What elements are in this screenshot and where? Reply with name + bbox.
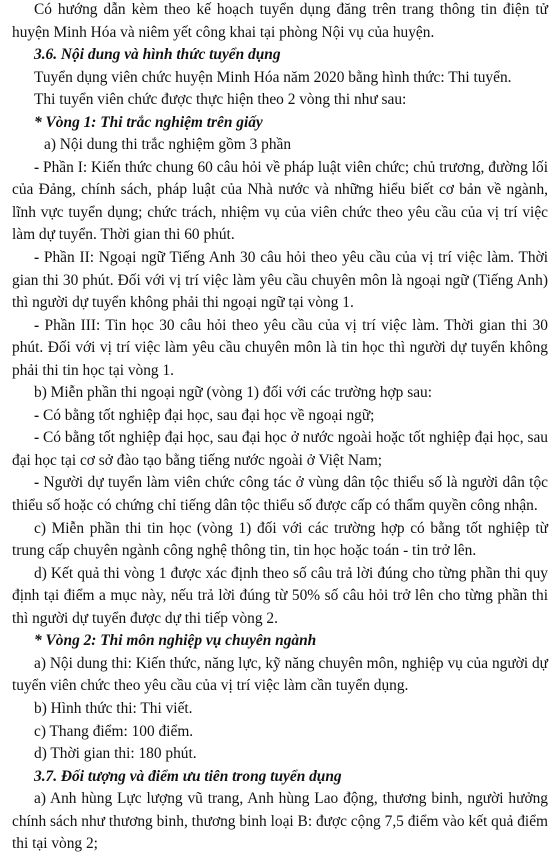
paragraph-text: Phần II: Ngoại ngữ Tiếng Anh 30 câu hỏi theo yêu cầu của vị trí việc làm. Thời gian thi 30 phút. Đối với vị trí việc làm yêu cầu chuyên môn là ngoại ngữ (Tiếng Anh) thì người dự tuyển không phải thi ngoại ngữ tại vòng 1. <box>12 249 548 312</box>
paragraph-phan-2 <box>12 247 548 315</box>
bullet-dash: - <box>34 316 45 334</box>
paragraph-bang-nuoc-ngoai <box>12 427 548 472</box>
paragraph-thoi-gian-thi: d) Thời gian thi: 180 phút. <box>34 745 197 763</box>
paragraph-text: Người dự tuyển làm viên chức công tác ở vùng dân tộc thiểu số là người dân tộc thiểu số hoặc có chứng chỉ tiếng dân tộc thiểu số được cấp có thẩm quyền công nhận. <box>12 474 548 515</box>
paragraph-noi-dung-vong-2: a) Nội dung thi: Kiến thức, năng lực, kỹ năng chuyên môn, nghiệp vụ của người dự tuyển viên chức theo yêu cầu của vị trí việc làm cần tuyển dụng. <box>12 654 548 695</box>
paragraph-hai-vong: Thi tuyển viên chức được thực hiện theo 2 vòng thi như sau: <box>34 91 407 109</box>
paragraph-hinh-thuc: Tuyển dụng viên chức huyện Minh Hóa năm 2020 bằng hình thức: Thi tuyển. <box>34 68 512 86</box>
paragraph-noi-dung-trac-nghiem: a) Nội dung thi trắc nghiệm gồm 3 phần <box>44 136 292 154</box>
heading-3-7: 3.7. Đối tượng và điểm ưu tiên trong tuyển dụng <box>34 767 342 785</box>
bullet-dash: - <box>34 406 43 424</box>
paragraph-mien-tin-hoc: c) Miễn phần thi tin học (vòng 1) đối với các trường hợp có bằng tốt nghiệp từ trung cấp chuyên ngành công nghệ thông tin, tin học hoặc toán - tin trở lên. <box>12 519 548 560</box>
bullet-dash: - <box>34 249 44 267</box>
paragraph-dan-toc-thieu-so <box>12 472 548 517</box>
paragraph-thang-diem: c) Thang điểm: 100 điểm. <box>34 722 194 740</box>
paragraph-ket-qua-vong-1: d) Kết quả thi vòng 1 được xác định theo số câu trả lời đúng cho từng phần thi quy định tại điểm a mục này, nếu trả lời đúng từ 50% số câu hỏi trở lên cho từng phần thi thì người dự tuyển được dự thi tiếp vòng 2. <box>12 564 548 627</box>
paragraph-text: Phần I: Kiến thức chung 60 câu hỏi về pháp luật viên chức; chủ trương, đường lối của Đảng, chính sách, pháp luật của Nhà nước và những hiểu biết cơ bản về ngành, lĩnh vực tuyển dụng; chức trách, nhiệm vụ của viên chức theo yêu cầu của vị trí việc làm dự tuyển. Thời gian thi 60 phút. <box>12 158 549 244</box>
paragraph-text: Có bằng tốt nghiệp đại học, sau đại học ở nước ngoài hoặc tốt nghiệp đại học, sau đại học tại cơ sở đào tạo bằng tiếng nước ngoài ở Việt Nam; <box>12 429 548 469</box>
paragraph-phan-1 <box>12 157 548 247</box>
bullet-dash: - <box>34 474 44 492</box>
paragraph-text: Có bằng tốt nghiệp đại học, sau đại học về ngoại ngữ; <box>42 406 375 424</box>
paragraph-text: Phần III: Tin học 30 câu hỏi theo yêu cầu của vị trí việc làm. Thời gian thi 30 phút. Đối với vị trí việc làm yêu cầu chuyên môn là tin học thì người dự tuyển không phải thi tin học tại vòng 1. <box>12 316 548 379</box>
paragraph-anh-hung: a) Anh hùng Lực lượng vũ trang, Anh hùng Lao động, thương binh, người hưởng chính sách như thương binh, thương binh loại B: được cộng 7,5 điểm vào kết quả điểm thi tại vòng 2; <box>12 790 548 853</box>
paragraph-mien-ngoai-ngu: b) Miễn phần thi ngoại ngữ (vòng 1) đối với các trường hợp sau: <box>34 384 433 402</box>
paragraph-bang-ngoai-ngu <box>12 405 548 428</box>
heading-vong-2: * Vòng 2: Thi môn nghiệp vụ chuyên ngành <box>34 632 317 650</box>
paragraph-phan-3 <box>12 315 548 383</box>
bullet-dash: - <box>34 158 44 176</box>
paragraph-hinh-thuc-thi: b) Hình thức thi: Thi viết. <box>34 699 193 717</box>
heading-vong-1: * Vòng 1: Thi trắc nghiệm trên giấy <box>34 113 263 131</box>
heading-3-6: 3.6. Nội dung và hình thức tuyển dụng <box>34 46 281 64</box>
paragraph-intro: Có hướng dẫn kèm theo kế hoạch tuyển dụng đăng trên trang thông tin điện tử huyện Minh Hóa và niêm yết công khai tại phòng Nội vụ của huyện. <box>12 1 548 41</box>
bullet-dash: - <box>34 429 44 447</box>
